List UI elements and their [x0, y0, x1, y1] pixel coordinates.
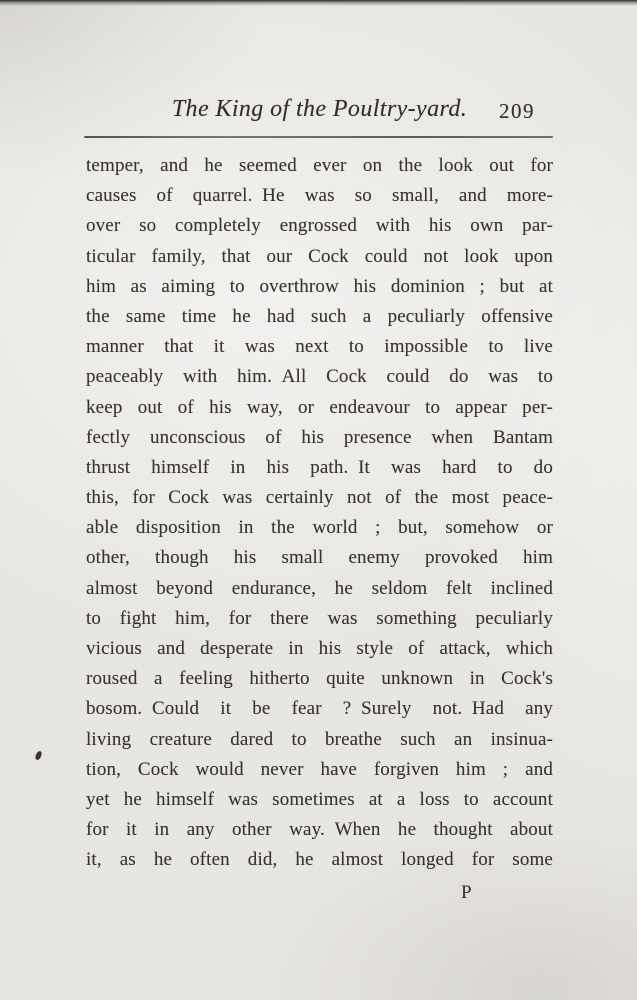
header-rule [84, 136, 553, 138]
running-title: The King of the Poultry-yard. [171, 96, 468, 122]
text-line: living creature dared to breathe such an insinua- [86, 728, 553, 750]
text-line: the same time he had such a peculiarly offensive [86, 305, 553, 327]
text-line: causes of quarrel. He was so small, and more- [86, 185, 553, 207]
text-line: over so completely engrossed with his own par- [86, 215, 553, 237]
printers-signature-mark: P [461, 882, 473, 903]
text-line: him as aiming to overthrow his dominion ; but at [86, 275, 553, 297]
text-line: to fight him, for there was something peculiarly [86, 607, 553, 629]
page-number: 209 [499, 99, 535, 123]
text-line: tion, Cock would never have forgiven him ; and [86, 758, 553, 780]
text-line: almost beyond endurance, he seldom felt inclined [86, 577, 553, 599]
text-line: this, for Cock was certainly not of the most peace- [86, 487, 553, 509]
ink-speck [35, 750, 43, 760]
text-line: peaceably with him. All Cock could do was to [86, 366, 553, 388]
text-line: roused a feeling hitherto quite unknown in Cock's [86, 668, 553, 690]
body-text-block [86, 151, 553, 876]
text-line: vicious and desperate in his style of attack, which [86, 638, 553, 659]
text-line: able disposition in the world ; but, somehow or [86, 517, 553, 539]
text-line: thrust himself in his path. It was hard to do [86, 456, 553, 478]
text-line: yet he himself was sometimes at a loss to account [86, 788, 553, 810]
scan-top-edge-shadow [0, 0, 637, 6]
text-line: for it in any other way. When he thought about [86, 819, 553, 841]
text-line: bosom. Could it be fear ? Surely not. Had any [86, 698, 553, 720]
text-line: keep out of his way, or endeavour to appear per- [86, 396, 553, 418]
text-line: it, as he often did, he almost longed for some [86, 849, 553, 871]
text-line: manner that it was next to impossible to live [86, 336, 553, 358]
running-header [86, 96, 553, 130]
text-line: ticular family, that our Cock could not look upon [86, 245, 553, 267]
text-line: fectly unconscious of his presence when Bantam [86, 426, 553, 448]
text-line: temper, and he seemed ever on the look out for [86, 155, 553, 176]
text-line: other, though his small enemy provoked him [86, 547, 553, 569]
